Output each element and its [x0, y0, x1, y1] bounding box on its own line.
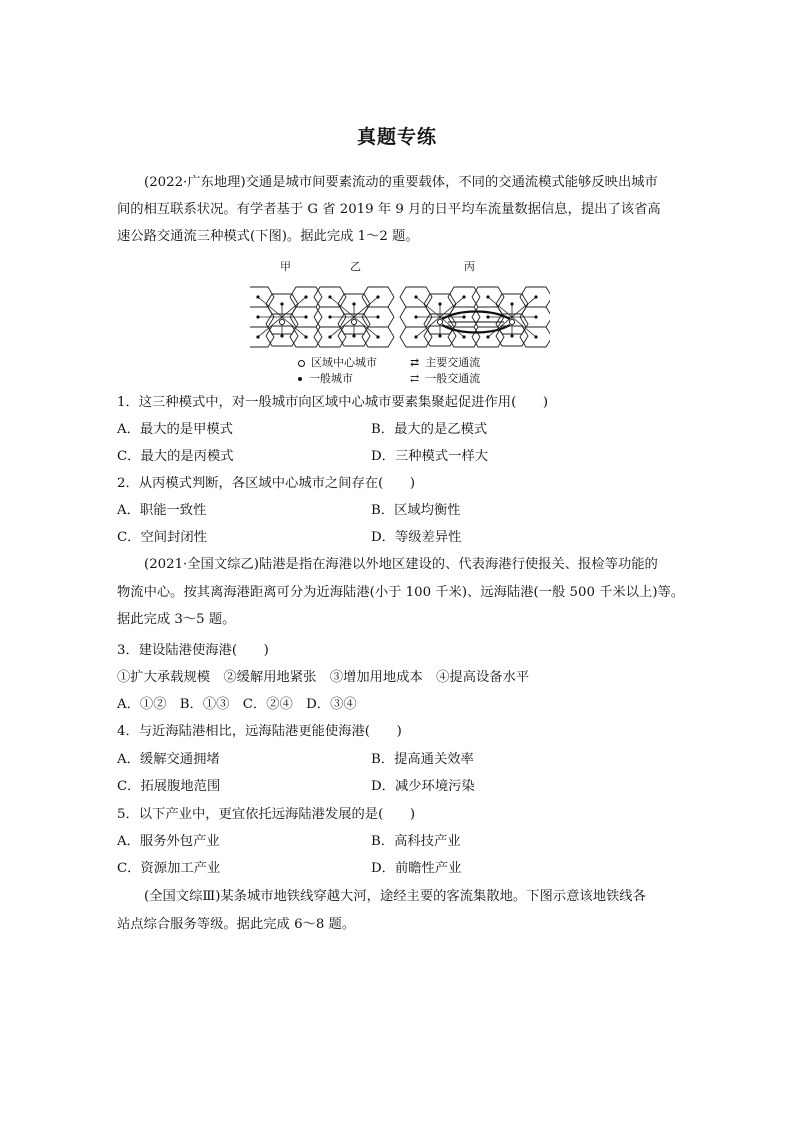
question-3-options: A．①② B．①③ C．②④ D．③④ — [117, 697, 357, 712]
question-5-option-c: C．资源加工产业 — [117, 861, 221, 876]
intro2-line-1: (2021·全国文综乙)陆港是指在海港以外地区建设的、代表海港行使报关、报检等功能的 — [144, 557, 658, 572]
intro2-line-3: 据此完成 3～5 题。 — [117, 612, 236, 627]
question-1-stem: 1．这三种模式中，对一般城市向区域中心城市要素集聚起促进作用( ) — [117, 395, 549, 410]
question-1-option-b: B．最大的是乙模式 — [371, 422, 488, 437]
intro2-line-2: 物流中心。按其离海港距离可分为近海陆港(小于 100 千米)、远海陆港(一般 500 千米以上)等。 — [117, 585, 685, 600]
figure-label-yi: 乙 — [350, 260, 361, 273]
question-5-stem: 5．以下产业中，更宜依托远海陆港发展的是( ) — [117, 807, 416, 822]
question-4-option-a: A．缓解交通拥堵 — [117, 752, 220, 767]
legend-circle-icon — [298, 360, 305, 367]
legend-center-city — [298, 354, 377, 370]
intro1-line-2: 间的相互联系状况。有学者基于 G 省 2019 年 9 月的日平均车流量数据信息，提出了该省高 — [117, 202, 661, 217]
question-2-option-c: C．空间封闭性 — [117, 530, 207, 545]
question-5-option-b: B．高科技产业 — [371, 834, 461, 849]
page-title: 真题专练 — [356, 126, 437, 148]
legend-main-flow-label: 主要交通流 — [425, 356, 481, 369]
general-flow-arrow-icon: ⇄ — [410, 372, 420, 385]
question-1-option-a: A．最大的是甲模式 — [117, 422, 233, 437]
question-2-option-a: A．职能一致性 — [117, 503, 207, 518]
question-4-stem: 4．与近海陆港相比，远海陆港更能使海港( ) — [117, 724, 402, 739]
figure-label-jia: 甲 — [280, 260, 291, 273]
legend-dot-icon — [298, 377, 302, 381]
question-1-option-d: D．三种模式一样大 — [371, 449, 489, 464]
question-3-stem: 3．建设陆港使海港( ) — [117, 643, 269, 658]
question-2-stem: 2．从丙模式判断，各区域中心城市之间存在( ) — [117, 476, 416, 491]
legend-general-flow — [410, 370, 480, 386]
question-2-option-b: B．区域均衡性 — [371, 503, 461, 518]
legend-general-flow-label: 一般交通流 — [425, 372, 481, 385]
legend-general-city-label: 一般城市 — [309, 372, 353, 385]
legend-center-city-label: 区域中心城市 — [311, 356, 377, 369]
intro1-line-1: (2022·广东地理)交通是城市间要素流动的重要载体，不同的交通流模式能够反映出城市 — [144, 175, 658, 190]
intro3-line-1: (全国文综Ⅲ)某条城市地铁线穿越大河，途经主要的客流集散地。下图示意该地铁线各 — [144, 889, 646, 904]
legend-main-flow — [410, 354, 480, 370]
question-4-option-b: B．提高通关效率 — [371, 752, 474, 767]
question-4-option-c: C．拓展腹地范围 — [117, 779, 221, 794]
traffic-flow-figure — [250, 258, 550, 386]
intro1-line-3: 速公路交通流三种模式(下图)。据此完成 1～2 题。 — [117, 229, 419, 244]
main-flow-arrow-icon: ⇄ — [410, 356, 420, 369]
question-5-option-d: D．前瞻性产业 — [371, 861, 462, 876]
question-3-items: ①扩大承载规模 ②缓解用地紧张 ③增加用地成本 ④提高设备水平 — [117, 670, 530, 685]
question-2-option-d: D．等级差异性 — [371, 530, 462, 545]
traffic-pattern-diagram — [250, 274, 550, 364]
question-4-option-d: D．减少环境污染 — [371, 779, 475, 794]
figure-label-bing: 丙 — [464, 260, 475, 273]
legend-general-city — [298, 370, 353, 386]
question-5-option-a: A．服务外包产业 — [117, 834, 220, 849]
intro3-line-2: 站点综合服务等级。据此完成 6～8 题。 — [117, 917, 356, 932]
question-1-option-c: C．最大的是丙模式 — [117, 449, 234, 464]
